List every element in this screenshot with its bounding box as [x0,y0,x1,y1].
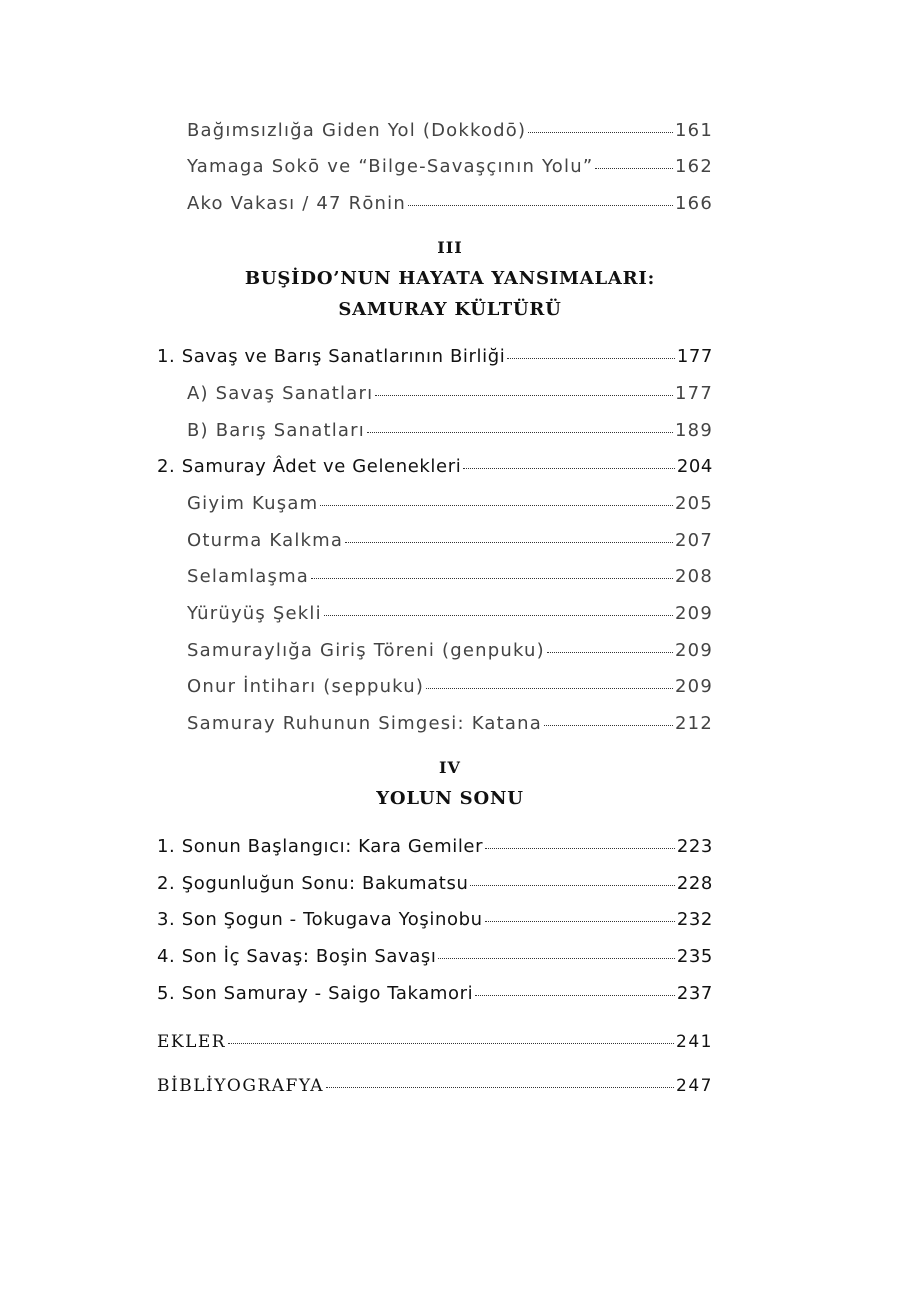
dot-leader [475,995,675,996]
toc-entry-bosin-savasi[interactable] [157,946,713,967]
section-title-iv: YOLUN SONU [376,788,524,809]
entry-title: Bağımsızlığa Giden Yol (Dokkodō) [187,120,527,141]
entry-page: 208 [675,566,713,587]
entry-title: EKLER [157,1032,227,1052]
toc-entry-savas-sanatlari[interactable] [187,383,713,404]
dot-leader [345,542,673,543]
entry-page: 247 [676,1076,713,1096]
entry-title: B) Barış Sanatları [187,420,365,441]
entry-title: Onur İntiharı (seppuku) [187,676,425,697]
entry-title: 2. Şogunluğun Sonu: Bakumatsu [157,873,469,894]
toc-entry-ako-vakasi[interactable] [187,193,713,214]
entry-page: 228 [676,873,713,894]
entry-title: 4. Son İç Savaş: Boşin Savaşı [157,946,437,967]
entry-page: 166 [675,193,713,214]
toc-entry-bakumatsu[interactable] [157,873,713,894]
entry-title: Ako Vakası / 47 Rōnin [187,193,406,214]
toc-entry-ekler[interactable] [157,1032,713,1052]
entry-page: 237 [676,983,713,1004]
section-numeral-iii: III [437,238,463,257]
entry-title: Giyim Kuşam [187,493,319,514]
entry-page: 209 [675,676,713,697]
toc-entry-bibliyografya[interactable] [157,1076,713,1096]
toc-entry-giyim-kusam[interactable] [187,493,713,514]
dot-leader [485,921,675,922]
toc-entry-son-sogun[interactable] [157,909,713,930]
dot-leader [326,1087,674,1088]
dot-leader [324,615,673,616]
dot-leader [544,725,673,726]
dot-leader [485,848,675,849]
toc-entry-seppuku[interactable] [187,676,713,697]
toc-entry-kara-gemiler[interactable] [157,836,713,857]
toc-entry-yamaga-soko[interactable] [187,156,713,177]
toc-entry-dokkodo[interactable] [187,120,713,141]
entry-title: Oturma Kalkma [187,530,344,551]
entry-page: 209 [675,640,713,661]
dot-leader [438,958,674,959]
dot-leader [426,688,673,689]
entry-title: 1. Sonun Başlangıcı: Kara Gemiler [157,836,484,857]
entry-title: Yürüyüş Şekli [187,603,322,624]
entry-page: 162 [675,156,713,177]
dot-leader [595,168,673,169]
toc-entry-katana[interactable] [187,713,713,734]
entry-page: 212 [675,713,713,734]
entry-page: 241 [676,1032,713,1052]
dot-leader [311,578,673,579]
toc-entry-saigo-takamori[interactable] [157,983,713,1004]
entry-page: 205 [675,493,713,514]
section-numeral-iv: IV [439,758,461,777]
dot-leader [528,132,673,133]
entry-title: Samuraylığa Giriş Töreni (genpuku) [187,640,545,661]
dot-leader [507,358,674,359]
dot-leader [547,652,673,653]
dot-leader [463,468,675,469]
entry-page: 161 [675,120,713,141]
entry-page: 207 [675,530,713,551]
toc-entry-baris-sanatlari[interactable] [187,420,713,441]
entry-page: 235 [676,946,713,967]
entry-title: 2. Samuray Âdet ve Gelenekleri [157,456,462,477]
entry-page: 232 [676,909,713,930]
dot-leader [470,885,674,886]
entry-title: Selamlaşma [187,566,310,587]
section-title-iii-line2: SAMURAY KÜLTÜRÜ [338,299,562,320]
entry-page: 204 [676,456,713,477]
toc-entry-savas-baris-birligi[interactable] [157,346,713,367]
dot-leader [228,1043,674,1044]
dot-leader [320,505,673,506]
entry-title: A) Savaş Sanatları [187,383,374,404]
entry-title: Yamaga Sokō ve “Bilge-Savaşçının Yolu” [187,156,594,177]
dot-leader [367,432,673,433]
section-title-iii-line1: BUŞİDO’NUN HAYATA YANSIMALARI: [244,268,656,289]
toc-entry-adet-gelenekler[interactable] [157,456,713,477]
toc-entry-oturma-kalkma[interactable] [187,530,713,551]
entry-title: Samuray Ruhunun Simgesi: Katana [187,713,542,734]
entry-page: 189 [675,420,713,441]
entry-page: 177 [676,346,713,367]
entry-title: 5. Son Samuray - Saigo Takamori [157,983,474,1004]
toc-entry-yuruyus-sekli[interactable] [187,603,713,624]
entry-page: 223 [676,836,713,857]
entry-title: BİBLİYOGRAFYA [157,1076,324,1096]
entry-page: 209 [675,603,713,624]
toc-entry-selamlasma[interactable] [187,566,713,587]
entry-page: 177 [675,383,713,404]
entry-title: 3. Son Şogun - Tokugava Yoşinobu [157,909,483,930]
toc-entry-genpuku[interactable] [187,640,713,661]
entry-title: 1. Savaş ve Barış Sanatlarının Birliği [157,346,506,367]
dot-leader [408,205,673,206]
dot-leader [375,395,673,396]
